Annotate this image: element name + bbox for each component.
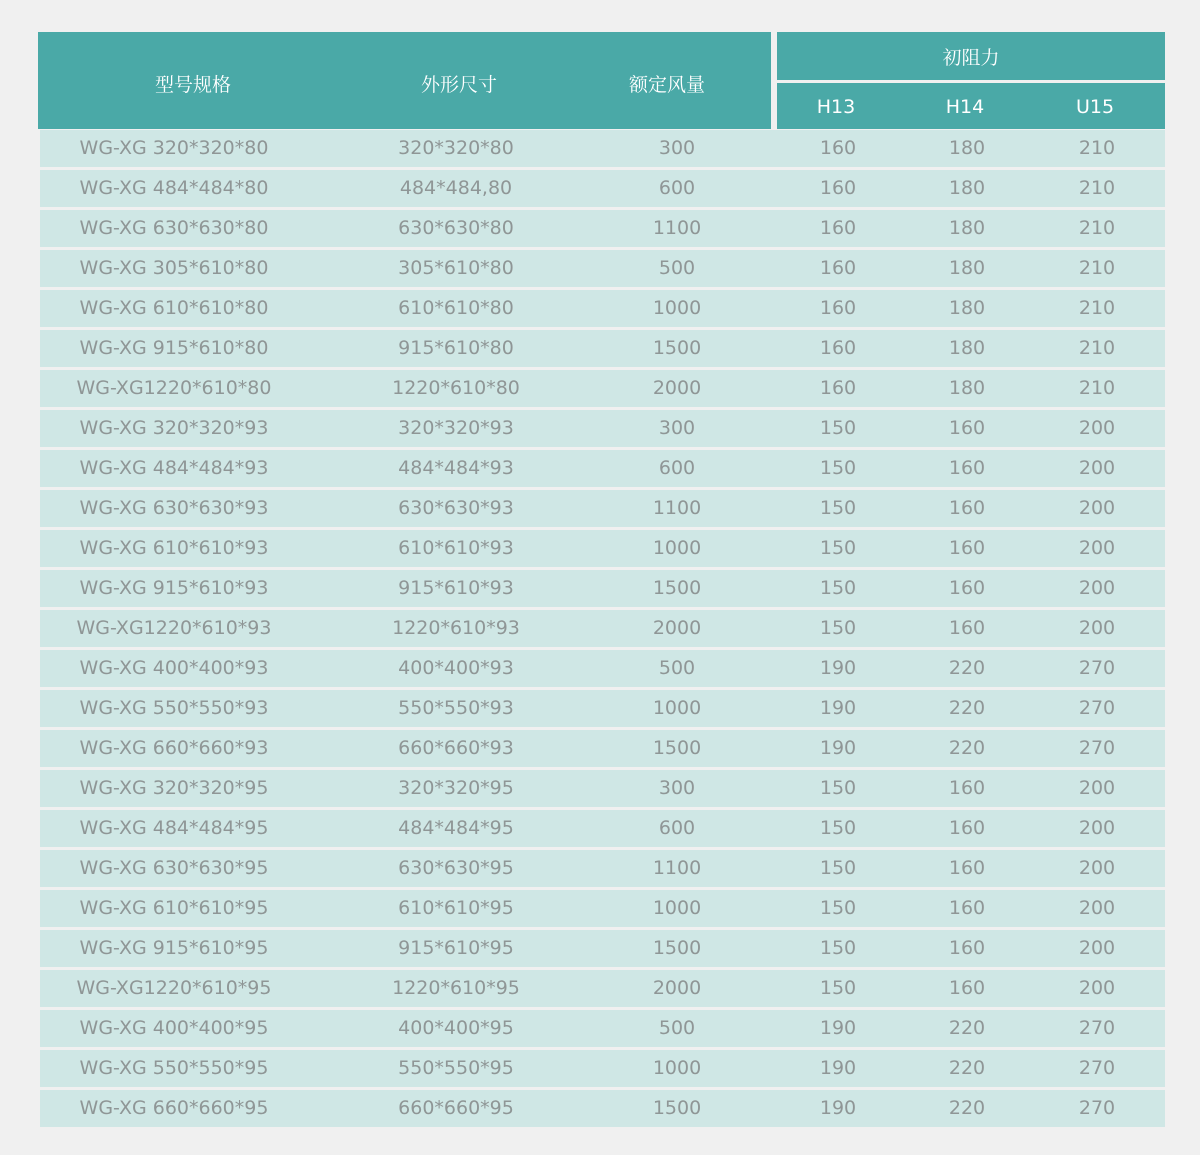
cell-h14: 180	[948, 257, 986, 279]
cell-h13: 160	[819, 217, 857, 239]
cell-h14: 160	[948, 817, 986, 839]
cell-size: 400*400*93	[398, 657, 514, 679]
cell-airflow: 1100	[652, 857, 702, 879]
cell-u15: 200	[1078, 417, 1116, 439]
cell-h14: 180	[948, 337, 986, 359]
cell-h13: 150	[819, 937, 857, 959]
cell-size: 610*610*95	[398, 897, 514, 919]
cell-airflow: 600	[658, 817, 696, 839]
table-row	[40, 210, 1165, 247]
cell-model: WG-XG1220*610*93	[76, 617, 272, 639]
cell-size: 1220*610*93	[392, 617, 520, 639]
cell-h13: 150	[819, 977, 857, 999]
cell-airflow: 2000	[652, 617, 702, 639]
cell-h13: 150	[819, 817, 857, 839]
cell-size: 610*610*80	[398, 297, 514, 319]
cell-airflow: 2000	[652, 377, 702, 399]
table-row	[40, 1010, 1165, 1047]
table-row	[40, 810, 1165, 847]
header-airflow: 额定风量	[628, 74, 706, 96]
cell-model: WG-XG 484*484*95	[79, 817, 269, 839]
cell-h14: 180	[948, 377, 986, 399]
table-row	[40, 170, 1165, 207]
cell-h14: 160	[948, 457, 986, 479]
table-row	[40, 730, 1165, 767]
cell-airflow: 1000	[652, 297, 702, 319]
cell-u15: 210	[1078, 337, 1116, 359]
cell-h14: 160	[948, 857, 986, 879]
cell-model: WG-XG 630*630*95	[79, 857, 269, 879]
cell-h14: 220	[948, 1057, 986, 1079]
header-resistance-label: 初阻力	[942, 46, 1000, 69]
cell-u15: 270	[1078, 657, 1116, 679]
header-model: 型号规格	[154, 74, 232, 96]
cell-size: 400*400*95	[398, 1017, 514, 1039]
cell-h13: 160	[819, 257, 857, 279]
cell-airflow: 1500	[652, 737, 702, 759]
cell-h13: 150	[819, 537, 857, 559]
cell-airflow: 1000	[652, 1057, 702, 1079]
cell-model: WG-XG 660*660*95	[79, 1097, 269, 1119]
cell-airflow: 1500	[652, 937, 702, 959]
table-row	[40, 570, 1165, 607]
cell-h14: 160	[948, 497, 986, 519]
cell-h14: 160	[948, 537, 986, 559]
table-row	[40, 410, 1165, 447]
cell-size: 630*630*93	[398, 497, 514, 519]
cell-h14: 160	[948, 417, 986, 439]
cell-airflow: 300	[658, 417, 696, 439]
header-size: 外形尺寸	[420, 74, 498, 96]
cell-u15: 200	[1078, 577, 1116, 599]
cell-h13: 160	[819, 377, 857, 399]
cell-h13: 150	[819, 497, 857, 519]
cell-u15: 200	[1078, 937, 1116, 959]
cell-h13: 150	[819, 777, 857, 799]
cell-h14: 220	[948, 737, 986, 759]
cell-size: 550*550*95	[398, 1057, 514, 1079]
cell-airflow: 1500	[652, 577, 702, 599]
cell-model: WG-XG 320*320*95	[79, 777, 269, 799]
table-row	[40, 610, 1165, 647]
cell-h13: 190	[819, 1017, 857, 1039]
cell-h13: 160	[819, 297, 857, 319]
table-row	[40, 130, 1165, 167]
cell-h14: 180	[948, 137, 986, 159]
table-row	[40, 930, 1165, 967]
table-row	[40, 330, 1165, 367]
cell-size: 320*320*93	[398, 417, 514, 439]
cell-airflow: 1000	[652, 697, 702, 719]
cell-airflow: 500	[658, 257, 696, 279]
cell-model: WG-XG 484*484*93	[79, 457, 269, 479]
cell-u15: 270	[1078, 697, 1116, 719]
cell-h13: 150	[819, 617, 857, 639]
spec-table	[38, 32, 1165, 1130]
header-h13: H13	[816, 96, 856, 118]
table-row	[40, 1050, 1165, 1087]
cell-h13: 160	[819, 137, 857, 159]
cell-u15: 200	[1078, 537, 1116, 559]
table-row	[40, 290, 1165, 327]
cell-size: 915*610*80	[398, 337, 514, 359]
cell-u15: 200	[1078, 857, 1116, 879]
cell-u15: 200	[1078, 617, 1116, 639]
cell-model: WG-XG1220*610*80	[76, 377, 272, 399]
cell-h14: 160	[948, 577, 986, 599]
cell-size: 320*320*95	[398, 777, 514, 799]
table-row	[40, 450, 1165, 487]
cell-airflow: 2000	[652, 977, 702, 999]
cell-model: WG-XG 610*610*80	[79, 297, 269, 319]
cell-model: WG-XG 660*660*93	[79, 737, 269, 759]
cell-size: 660*660*93	[398, 737, 514, 759]
cell-model: WG-XG 915*610*80	[79, 337, 269, 359]
cell-h14: 180	[948, 177, 986, 199]
cell-h13: 190	[819, 1057, 857, 1079]
cell-model: WG-XG 550*550*95	[79, 1057, 269, 1079]
cell-airflow: 1100	[652, 497, 702, 519]
cell-size: 484*484*95	[398, 817, 514, 839]
header-resistance-subcolumns	[777, 83, 1165, 129]
cell-h14: 160	[948, 617, 986, 639]
cell-model: WG-XG 320*320*80	[79, 137, 269, 159]
cell-h13: 190	[819, 697, 857, 719]
cell-u15: 210	[1078, 177, 1116, 199]
table-row	[40, 490, 1165, 527]
cell-airflow: 600	[658, 457, 696, 479]
cell-airflow: 1100	[652, 217, 702, 239]
cell-airflow: 500	[658, 1017, 696, 1039]
table-row	[40, 850, 1165, 887]
cell-size: 915*610*95	[398, 937, 514, 959]
cell-model: WG-XG 630*630*80	[79, 217, 269, 239]
cell-model: WG-XG 320*320*93	[79, 417, 269, 439]
cell-u15: 200	[1078, 497, 1116, 519]
cell-model: WG-XG 630*630*93	[79, 497, 269, 519]
table-row	[40, 770, 1165, 807]
cell-h13: 160	[819, 337, 857, 359]
table-row	[40, 890, 1165, 927]
cell-model: WG-XG 915*610*95	[79, 937, 269, 959]
cell-u15: 210	[1078, 377, 1116, 399]
cell-h14: 160	[948, 937, 986, 959]
cell-h13: 190	[819, 1097, 857, 1119]
cell-h14: 220	[948, 697, 986, 719]
cell-u15: 200	[1078, 817, 1116, 839]
cell-u15: 210	[1078, 217, 1116, 239]
cell-size: 630*630*80	[398, 217, 514, 239]
cell-size: 550*550*93	[398, 697, 514, 719]
table-row	[40, 650, 1165, 687]
cell-airflow: 600	[658, 177, 696, 199]
cell-h13: 150	[819, 577, 857, 599]
cell-u15: 210	[1078, 297, 1116, 319]
cell-u15: 270	[1078, 1017, 1116, 1039]
cell-model: WG-XG 400*400*93	[79, 657, 269, 679]
cell-airflow: 1000	[652, 537, 702, 559]
cell-h14: 180	[948, 217, 986, 239]
cell-h13: 150	[819, 457, 857, 479]
cell-h14: 160	[948, 977, 986, 999]
cell-h13: 190	[819, 657, 857, 679]
cell-u15: 200	[1078, 977, 1116, 999]
cell-h13: 150	[819, 857, 857, 879]
cell-h14: 160	[948, 777, 986, 799]
cell-u15: 270	[1078, 1057, 1116, 1079]
cell-u15: 200	[1078, 777, 1116, 799]
cell-model: WG-XG 610*610*95	[79, 897, 269, 919]
cell-airflow: 1500	[652, 1097, 702, 1119]
cell-h14: 160	[948, 897, 986, 919]
table-row	[40, 690, 1165, 727]
cell-model: WG-XG 550*550*93	[79, 697, 269, 719]
cell-u15: 210	[1078, 257, 1116, 279]
table-row	[40, 250, 1165, 287]
cell-size: 630*630*95	[398, 857, 514, 879]
cell-size: 1220*610*95	[392, 977, 520, 999]
cell-size: 484*484*93	[398, 457, 514, 479]
table-row	[40, 370, 1165, 407]
header-h14: H14	[945, 96, 985, 118]
cell-h14: 180	[948, 297, 986, 319]
cell-model: WG-XG1220*610*95	[76, 977, 272, 999]
cell-model: WG-XG 610*610*93	[79, 537, 269, 559]
cell-airflow: 300	[658, 137, 696, 159]
cell-model: WG-XG 915*610*93	[79, 577, 269, 599]
cell-u15: 200	[1078, 457, 1116, 479]
cell-size: 1220*610*80	[392, 377, 520, 399]
cell-h13: 190	[819, 737, 857, 759]
table-header	[38, 32, 1165, 129]
cell-airflow: 300	[658, 777, 696, 799]
cell-u15: 270	[1078, 737, 1116, 759]
header-resistance-group	[777, 32, 1165, 80]
cell-airflow: 1000	[652, 897, 702, 919]
table-row	[40, 1090, 1165, 1127]
cell-h14: 220	[948, 657, 986, 679]
cell-size: 610*610*93	[398, 537, 514, 559]
cell-size: 484*484,80	[399, 177, 513, 199]
cell-h14: 220	[948, 1097, 986, 1119]
cell-u15: 270	[1078, 1097, 1116, 1119]
cell-h13: 150	[819, 897, 857, 919]
cell-size: 915*610*93	[398, 577, 514, 599]
cell-airflow: 500	[658, 657, 696, 679]
table-row	[40, 970, 1165, 1007]
header-u15: U15	[1075, 96, 1115, 118]
cell-u15: 200	[1078, 897, 1116, 919]
table-row	[40, 530, 1165, 567]
header-main-block	[38, 32, 771, 129]
cell-airflow: 1500	[652, 337, 702, 359]
cell-model: WG-XG 484*484*80	[79, 177, 269, 199]
cell-model: WG-XG 305*610*80	[79, 257, 269, 279]
cell-u15: 210	[1078, 137, 1116, 159]
cell-h14: 220	[948, 1017, 986, 1039]
cell-model: WG-XG 400*400*95	[79, 1017, 269, 1039]
cell-size: 320*320*80	[398, 137, 514, 159]
cell-size: 660*660*95	[398, 1097, 514, 1119]
table-body	[38, 130, 1165, 1127]
cell-size: 305*610*80	[398, 257, 514, 279]
cell-h13: 160	[819, 177, 857, 199]
cell-h13: 150	[819, 417, 857, 439]
